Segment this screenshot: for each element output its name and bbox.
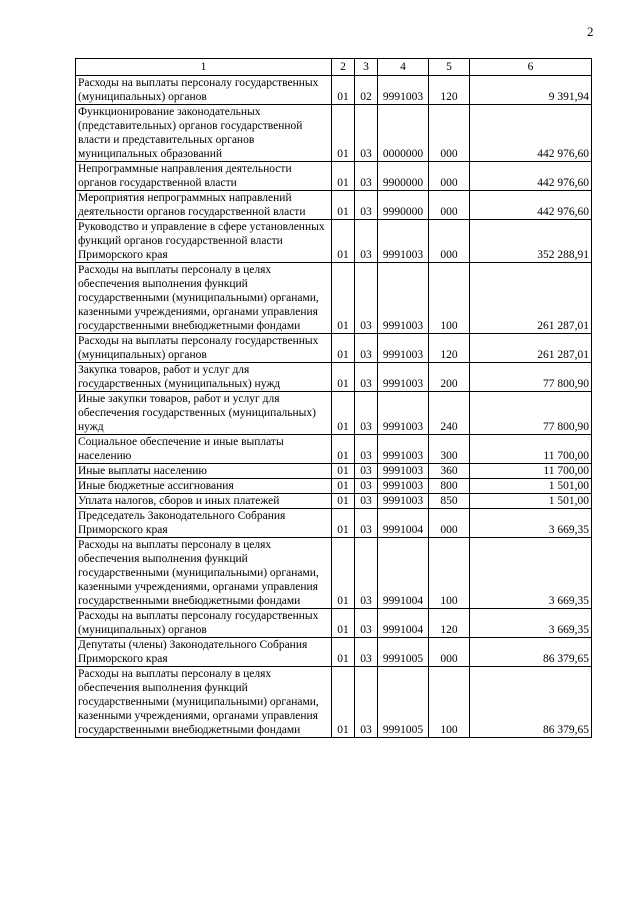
row-section: 01 (332, 76, 355, 105)
row-amount: 352 288,91 (470, 220, 592, 263)
row-subsection: 03 (355, 464, 378, 479)
row-subsection: 03 (355, 191, 378, 220)
row-section: 01 (332, 464, 355, 479)
row-name: Руководство и управление в сфере установленных функций органов государственной власти Приморского края (76, 220, 332, 263)
row-section: 01 (332, 191, 355, 220)
row-expense-type: 200 (429, 363, 470, 392)
row-expense-type: 300 (429, 435, 470, 464)
row-name: Расходы на выплаты персоналу государственных (муниципальных) органов (76, 609, 332, 638)
row-amount: 9 391,94 (470, 76, 592, 105)
row-subsection: 03 (355, 220, 378, 263)
row-amount: 442 976,60 (470, 105, 592, 162)
row-section: 01 (332, 162, 355, 191)
row-subsection: 03 (355, 667, 378, 738)
table-row (76, 435, 592, 464)
row-target-article: 9991005 (378, 667, 429, 738)
table-row (76, 105, 592, 162)
row-target-article: 9900000 (378, 162, 429, 191)
table-header-row (76, 59, 592, 76)
table-row (76, 162, 592, 191)
row-subsection: 02 (355, 76, 378, 105)
row-name: Уплата налогов, сборов и иных платежей (76, 494, 332, 509)
row-expense-type: 000 (429, 191, 470, 220)
row-name: Расходы на выплаты персоналу государственных (муниципальных) органов (76, 76, 332, 105)
row-target-article: 9991003 (378, 392, 429, 435)
row-expense-type: 850 (429, 494, 470, 509)
row-subsection: 03 (355, 435, 378, 464)
row-amount: 3 669,35 (470, 538, 592, 609)
budget-table (75, 58, 592, 738)
row-subsection: 03 (355, 638, 378, 667)
table-row (76, 509, 592, 538)
row-target-article: 9991005 (378, 638, 429, 667)
row-subsection: 03 (355, 263, 378, 334)
row-expense-type: 800 (429, 479, 470, 494)
row-section: 01 (332, 509, 355, 538)
row-section: 01 (332, 392, 355, 435)
row-section: 01 (332, 105, 355, 162)
table-row (76, 363, 592, 392)
row-expense-type: 120 (429, 609, 470, 638)
row-expense-type: 100 (429, 538, 470, 609)
row-expense-type: 000 (429, 638, 470, 667)
row-expense-type: 000 (429, 509, 470, 538)
table-row (76, 464, 592, 479)
row-expense-type: 000 (429, 105, 470, 162)
row-target-article: 9991003 (378, 494, 429, 509)
row-section: 01 (332, 435, 355, 464)
row-amount: 86 379,65 (470, 667, 592, 738)
row-section: 01 (332, 638, 355, 667)
row-amount: 77 800,90 (470, 363, 592, 392)
row-subsection: 03 (355, 363, 378, 392)
row-section: 01 (332, 363, 355, 392)
table-row (76, 263, 592, 334)
row-expense-type: 360 (429, 464, 470, 479)
row-name: Социальное обеспечение и иные выплаты населению (76, 435, 332, 464)
table-row (76, 392, 592, 435)
row-amount: 3 669,35 (470, 609, 592, 638)
row-amount: 11 700,00 (470, 435, 592, 464)
row-amount: 261 287,01 (470, 263, 592, 334)
row-name: Председатель Законодательного Собрания Приморского края (76, 509, 332, 538)
row-name: Депутаты (члены) Законодательного Собрания Приморского края (76, 638, 332, 667)
row-expense-type: 120 (429, 334, 470, 363)
table-row (76, 494, 592, 509)
row-subsection: 03 (355, 609, 378, 638)
row-expense-type: 000 (429, 220, 470, 263)
row-subsection: 03 (355, 392, 378, 435)
row-subsection: 03 (355, 509, 378, 538)
row-name: Расходы на выплаты персоналу в целях обеспечения выполнения функций государственными (муниципальными) органами, казенными учреждениями, органами управления государственными внебюджетными фондами (76, 667, 332, 738)
row-name: Расходы на выплаты персоналу в целях обеспечения выполнения функций государственными (муниципальными) органами, казенными учреждениями, органами управления государственными внебюджетными фондами (76, 263, 332, 334)
row-name: Расходы на выплаты персоналу в целях обеспечения выполнения функций государственными (муниципальными) органами, казенными учреждениями, органами управления государственными внебюджетными фондами (76, 538, 332, 609)
column-header: 6 (470, 59, 592, 76)
row-expense-type: 100 (429, 667, 470, 738)
row-expense-type: 000 (429, 162, 470, 191)
row-section: 01 (332, 494, 355, 509)
column-header: 5 (429, 59, 470, 76)
row-target-article: 9990000 (378, 191, 429, 220)
row-name: Мероприятия непрограммных направлений деятельности органов государственной власти (76, 191, 332, 220)
column-header: 3 (355, 59, 378, 76)
row-name: Непрограммные направления деятельности органов государственной власти (76, 162, 332, 191)
column-header: 1 (76, 59, 332, 76)
row-expense-type: 240 (429, 392, 470, 435)
row-amount: 86 379,65 (470, 638, 592, 667)
row-expense-type: 120 (429, 76, 470, 105)
row-amount: 261 287,01 (470, 334, 592, 363)
table-row (76, 538, 592, 609)
table-row (76, 667, 592, 738)
table-row (76, 220, 592, 263)
row-subsection: 03 (355, 494, 378, 509)
row-target-article: 9991003 (378, 363, 429, 392)
row-target-article: 9991003 (378, 479, 429, 494)
row-amount: 11 700,00 (470, 464, 592, 479)
table-row (76, 609, 592, 638)
row-subsection: 03 (355, 105, 378, 162)
row-subsection: 03 (355, 334, 378, 363)
row-amount: 1 501,00 (470, 494, 592, 509)
row-name: Расходы на выплаты персоналу государственных (муниципальных) органов (76, 334, 332, 363)
row-amount: 1 501,00 (470, 479, 592, 494)
row-target-article: 9991004 (378, 538, 429, 609)
row-target-article: 9991003 (378, 220, 429, 263)
row-amount: 77 800,90 (470, 392, 592, 435)
row-target-article: 0000000 (378, 105, 429, 162)
row-target-article: 9991004 (378, 509, 429, 538)
row-amount: 3 669,35 (470, 509, 592, 538)
row-name: Функционирование законодательных (представительных) органов государственной власти и представительных органов муниципальных образований (76, 105, 332, 162)
row-section: 01 (332, 334, 355, 363)
row-section: 01 (332, 609, 355, 638)
row-target-article: 9991003 (378, 464, 429, 479)
column-header: 4 (378, 59, 429, 76)
row-section: 01 (332, 538, 355, 609)
row-amount: 442 976,60 (470, 162, 592, 191)
row-expense-type: 100 (429, 263, 470, 334)
table-body (76, 76, 592, 738)
row-section: 01 (332, 479, 355, 494)
page-number: 2 (587, 24, 594, 39)
row-subsection: 03 (355, 162, 378, 191)
row-target-article: 9991003 (378, 76, 429, 105)
row-section: 01 (332, 220, 355, 263)
row-target-article: 9991003 (378, 435, 429, 464)
row-name: Иные закупки товаров, работ и услуг для обеспечения государственных (муниципальных) нужд (76, 392, 332, 435)
row-section: 01 (332, 263, 355, 334)
table-row (76, 191, 592, 220)
row-name: Закупка товаров, работ и услуг для государственных (муниципальных) нужд (76, 363, 332, 392)
row-subsection: 03 (355, 479, 378, 494)
row-name: Иные бюджетные ассигнования (76, 479, 332, 494)
table-row (76, 334, 592, 363)
row-target-article: 9991003 (378, 263, 429, 334)
row-name: Иные выплаты населению (76, 464, 332, 479)
row-section: 01 (332, 667, 355, 738)
row-amount: 442 976,60 (470, 191, 592, 220)
table-row (76, 76, 592, 105)
row-target-article: 9991003 (378, 334, 429, 363)
table-row (76, 638, 592, 667)
table-row (76, 479, 592, 494)
column-header: 2 (332, 59, 355, 76)
row-subsection: 03 (355, 538, 378, 609)
row-target-article: 9991004 (378, 609, 429, 638)
